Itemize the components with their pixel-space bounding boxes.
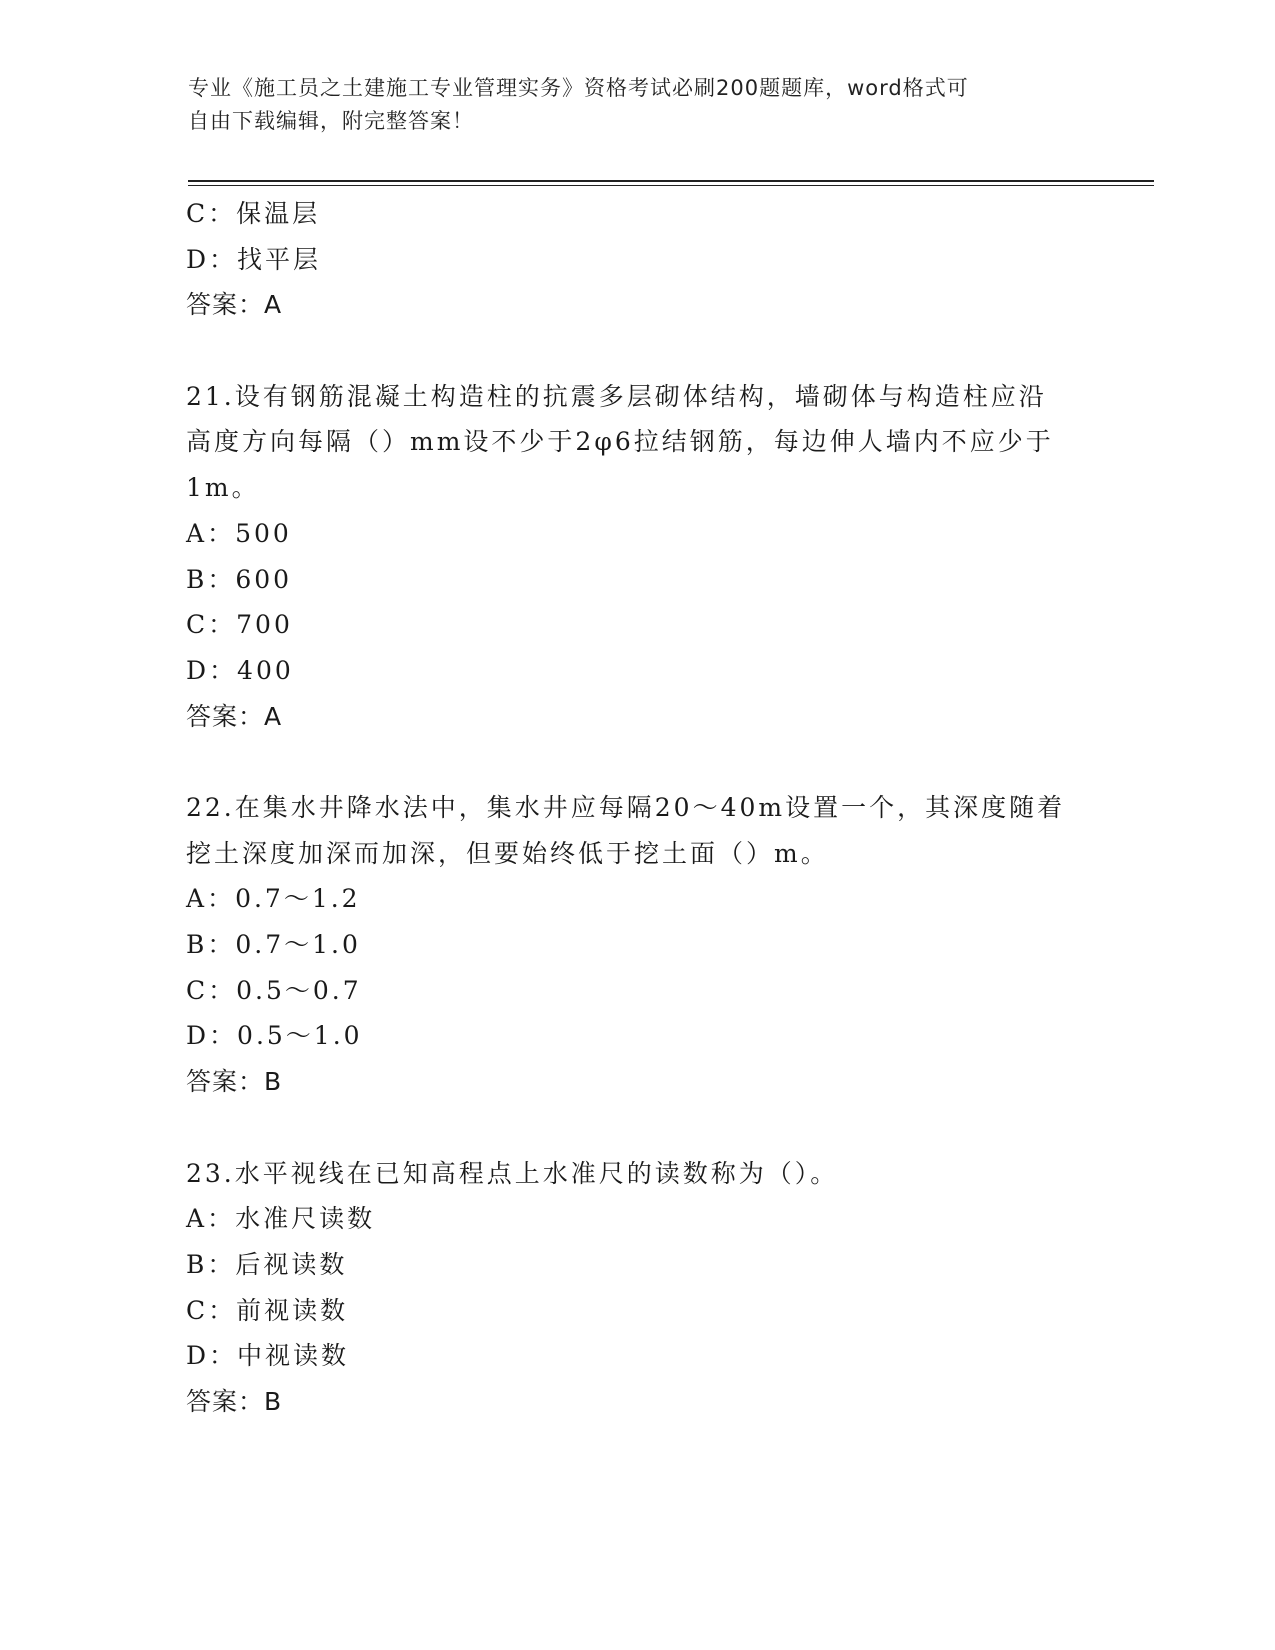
option-label: C： <box>186 975 237 1005</box>
option-text: 前视读数 <box>236 1295 349 1325</box>
answer-line: 答案：B <box>186 1386 283 1416</box>
answer-line: 答案：B <box>186 1067 283 1097</box>
option-c <box>186 1288 1086 1334</box>
option-label: C： <box>186 1295 237 1325</box>
option-text: 保温层 <box>236 199 321 228</box>
option-label: D： <box>186 655 238 685</box>
option-d <box>186 648 1086 694</box>
question-list <box>186 191 1086 1425</box>
option-text: 找平层 <box>237 244 322 274</box>
option-label: D： <box>186 244 238 274</box>
option-text: 0.7～1.2 <box>235 884 361 914</box>
header-line-2: 自由下载编辑，附完整答案！ <box>188 109 474 133</box>
option-text: 700 <box>236 610 293 640</box>
answer-line: 答案：A <box>186 701 283 731</box>
option-c <box>186 968 1086 1014</box>
option-text: 500 <box>235 518 292 548</box>
option-b <box>186 922 1086 968</box>
option-text: 水准尺读数 <box>235 1204 376 1234</box>
header-rule-bottom <box>188 185 1154 186</box>
option-label: A： <box>186 884 236 914</box>
option-label: A： <box>186 518 236 548</box>
question-23 <box>186 1151 1086 1425</box>
option-label: C： <box>186 610 237 640</box>
option-label: B： <box>186 564 236 594</box>
document-header <box>188 72 1068 138</box>
spacer <box>186 328 1086 374</box>
option-c <box>186 191 1086 237</box>
question-22 <box>186 785 1086 1105</box>
option-label: B： <box>186 930 236 960</box>
option-text: 中视读数 <box>237 1341 350 1371</box>
option-text: 0.7～1.0 <box>235 930 361 960</box>
header-line-1: 专业《施工员之土建施工专业管理实务》资格考试必刷200题题库，word格式可 <box>188 76 969 100</box>
question-text: 21.设有钢筋混凝土构造柱的抗震多层砌体结构，墙砌体与构造柱应沿高度方向每隔（）mm设不少于2φ6拉结钢筋，每边伸人墙内不应少于1m。 <box>186 381 1054 503</box>
question-text: 22.在集水井降水法中，集水井应每隔20～40m设置一个，其深度随着挖土深度加深而加深，但要始终低于挖土面（）m。 <box>186 792 1066 868</box>
option-c <box>186 602 1086 648</box>
option-text: 400 <box>237 655 294 685</box>
option-a <box>186 1196 1086 1242</box>
option-text: 600 <box>235 564 293 594</box>
spacer <box>186 1105 1086 1151</box>
option-text: 后视读数 <box>235 1249 348 1279</box>
option-text: 0.5～1.0 <box>237 1021 363 1051</box>
question-text: 23.水平视线在已知高程点上水准尺的读数称为（）。 <box>186 1158 839 1188</box>
option-label: D： <box>186 1341 238 1371</box>
answer-line: 答案：A <box>186 290 283 320</box>
option-label: B： <box>186 1249 236 1279</box>
header-rule-top <box>188 180 1154 182</box>
option-a <box>186 511 1086 557</box>
option-label: C： <box>186 199 237 228</box>
option-d <box>186 237 1086 283</box>
option-d <box>186 1333 1086 1379</box>
option-label: D： <box>186 1021 238 1051</box>
option-d <box>186 1013 1086 1059</box>
option-label: A： <box>186 1204 236 1234</box>
option-b <box>186 1242 1086 1288</box>
prev-question <box>186 191 1086 328</box>
spacer <box>186 739 1086 785</box>
question-21 <box>186 374 1086 740</box>
option-a <box>186 876 1086 922</box>
option-b <box>186 557 1086 603</box>
option-text: 0.5～0.7 <box>236 975 362 1005</box>
